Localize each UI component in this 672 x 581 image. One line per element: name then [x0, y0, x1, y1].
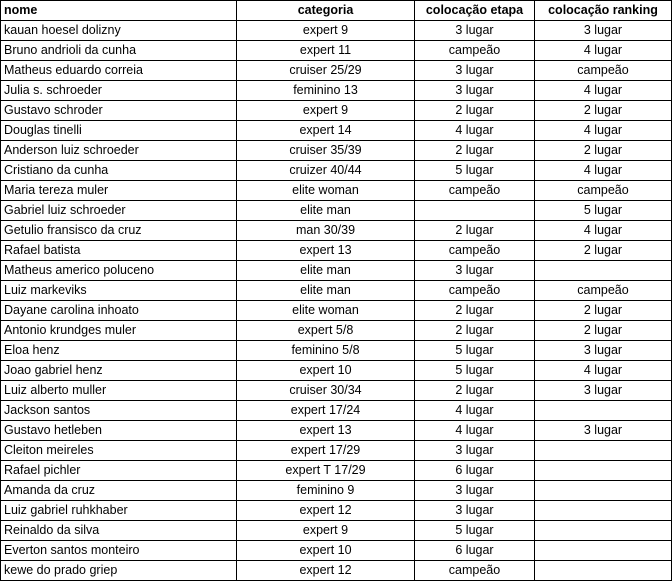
cell-colocacao-etapa[interactable]: 5 lugar: [415, 161, 535, 181]
cell-colocacao-etapa[interactable]: [415, 201, 535, 221]
table-row: [1, 321, 672, 341]
cell-colocacao-ranking[interactable]: 4 lugar: [535, 161, 672, 181]
table-row: [1, 181, 672, 201]
cell-colocacao-ranking[interactable]: [535, 481, 672, 501]
cell-nome[interactable]: Gustavo schroder: [1, 101, 237, 121]
cell-categoria[interactable]: expert 12: [237, 561, 415, 581]
cell-nome[interactable]: Eloa henz: [1, 341, 237, 361]
cell-colocacao-etapa[interactable]: 2 lugar: [415, 321, 535, 341]
cell-nome[interactable]: Julia s. schroeder: [1, 81, 237, 101]
cell-nome[interactable]: Gustavo hetleben: [1, 421, 237, 441]
table-row: [1, 461, 672, 481]
table-row: [1, 561, 672, 581]
cell-colocacao-etapa[interactable]: 2 lugar: [415, 101, 535, 121]
table-row: [1, 441, 672, 461]
cell-nome[interactable]: Reinaldo da silva: [1, 521, 237, 541]
table-row: [1, 241, 672, 261]
cell-nome[interactable]: Gabriel luiz schroeder: [1, 201, 237, 221]
table-row: [1, 21, 672, 41]
table-row: [1, 541, 672, 561]
cell-colocacao-ranking[interactable]: [535, 521, 672, 541]
cell-colocacao-ranking[interactable]: [535, 561, 672, 581]
cell-colocacao-etapa[interactable]: 3 lugar: [415, 261, 535, 281]
cell-colocacao-etapa[interactable]: 3 lugar: [415, 21, 535, 41]
cell-colocacao-ranking[interactable]: campeão: [535, 181, 672, 201]
cell-nome[interactable]: Anderson luiz schroeder: [1, 141, 237, 161]
cell-categoria[interactable]: expert T 17/29: [237, 461, 415, 481]
cell-colocacao-ranking[interactable]: [535, 441, 672, 461]
cell-colocacao-ranking[interactable]: 4 lugar: [535, 81, 672, 101]
cell-nome[interactable]: Cleiton meireles: [1, 441, 237, 461]
cell-colocacao-etapa[interactable]: campeão: [415, 281, 535, 301]
cell-nome[interactable]: Luiz gabriel ruhkhaber: [1, 501, 237, 521]
cell-colocacao-ranking[interactable]: campeão: [535, 61, 672, 81]
cell-nome[interactable]: Antonio krundges muler: [1, 321, 237, 341]
cell-categoria[interactable]: expert 13: [237, 241, 415, 261]
cell-colocacao-ranking[interactable]: 4 lugar: [535, 361, 672, 381]
cell-colocacao-etapa[interactable]: 6 lugar: [415, 541, 535, 561]
table-row: [1, 161, 672, 181]
cell-colocacao-etapa[interactable]: 3 lugar: [415, 61, 535, 81]
cell-colocacao-etapa[interactable]: 3 lugar: [415, 501, 535, 521]
cell-colocacao-etapa[interactable]: campeão: [415, 181, 535, 201]
cell-categoria[interactable]: elite woman: [237, 301, 415, 321]
table-row: [1, 221, 672, 241]
table-row: [1, 421, 672, 441]
table-row: [1, 281, 672, 301]
cell-colocacao-etapa[interactable]: 5 lugar: [415, 341, 535, 361]
cell-categoria[interactable]: expert 5/8: [237, 321, 415, 341]
cell-categoria[interactable]: elite woman: [237, 181, 415, 201]
table-row: [1, 521, 672, 541]
cell-colocacao-ranking[interactable]: [535, 401, 672, 421]
cell-nome[interactable]: Joao gabriel henz: [1, 361, 237, 381]
header-nome[interactable]: nome: [1, 1, 237, 21]
cell-nome[interactable]: Maria tereza muler: [1, 181, 237, 201]
table-row: [1, 81, 672, 101]
table-row: [1, 101, 672, 121]
cell-nome[interactable]: Matheus eduardo correia: [1, 61, 237, 81]
cell-nome[interactable]: Matheus americo poluceno: [1, 261, 237, 281]
cell-categoria[interactable]: expert 12: [237, 501, 415, 521]
cell-colocacao-ranking[interactable]: 4 lugar: [535, 121, 672, 141]
cell-categoria[interactable]: expert 13: [237, 421, 415, 441]
cell-categoria[interactable]: expert 17/24: [237, 401, 415, 421]
cell-colocacao-etapa[interactable]: campeão: [415, 41, 535, 61]
cell-categoria[interactable]: expert 17/29: [237, 441, 415, 461]
table-row: [1, 361, 672, 381]
header-categoria[interactable]: categoria: [237, 1, 415, 21]
header-colocacao-etapa[interactable]: colocação etapa: [415, 1, 535, 21]
cell-nome[interactable]: Rafael batista: [1, 241, 237, 261]
cell-colocacao-etapa[interactable]: 2 lugar: [415, 221, 535, 241]
cell-colocacao-ranking[interactable]: 4 lugar: [535, 221, 672, 241]
cell-colocacao-ranking[interactable]: 3 lugar: [535, 381, 672, 401]
cell-categoria[interactable]: cruizer 40/44: [237, 161, 415, 181]
cell-categoria[interactable]: feminino 13: [237, 81, 415, 101]
cell-nome[interactable]: Luiz alberto muller: [1, 381, 237, 401]
table-row: [1, 401, 672, 421]
table-row: [1, 61, 672, 81]
cell-categoria[interactable]: cruiser 35/39: [237, 141, 415, 161]
cell-colocacao-ranking[interactable]: [535, 501, 672, 521]
cell-nome[interactable]: kewe do prado griep: [1, 561, 237, 581]
cell-colocacao-etapa[interactable]: 2 lugar: [415, 301, 535, 321]
cell-colocacao-ranking[interactable]: [535, 261, 672, 281]
cell-colocacao-etapa[interactable]: 3 lugar: [415, 481, 535, 501]
table-row: [1, 41, 672, 61]
cell-categoria[interactable]: expert 9: [237, 101, 415, 121]
cell-categoria[interactable]: elite man: [237, 281, 415, 301]
cell-nome[interactable]: Douglas tinelli: [1, 121, 237, 141]
cell-nome[interactable]: Getulio fransisco da cruz: [1, 221, 237, 241]
cell-colocacao-etapa[interactable]: 2 lugar: [415, 381, 535, 401]
cell-colocacao-ranking[interactable]: [535, 541, 672, 561]
cell-colocacao-ranking[interactable]: 2 lugar: [535, 101, 672, 121]
cell-nome[interactable]: Jackson santos: [1, 401, 237, 421]
cell-colocacao-etapa[interactable]: 3 lugar: [415, 81, 535, 101]
cell-colocacao-etapa[interactable]: 6 lugar: [415, 461, 535, 481]
header-row: [1, 1, 672, 21]
cell-nome[interactable]: Luiz markeviks: [1, 281, 237, 301]
cell-colocacao-ranking[interactable]: 5 lugar: [535, 201, 672, 221]
cell-categoria[interactable]: man 30/39: [237, 221, 415, 241]
table-row: [1, 201, 672, 221]
cell-nome[interactable]: Bruno andrioli da cunha: [1, 41, 237, 61]
cell-colocacao-ranking[interactable]: [535, 461, 672, 481]
cell-nome[interactable]: Cristiano da cunha: [1, 161, 237, 181]
table-row: [1, 481, 672, 501]
cell-colocacao-ranking[interactable]: 2 lugar: [535, 241, 672, 261]
cell-nome[interactable]: kauan hoesel dolizny: [1, 21, 237, 41]
cell-categoria[interactable]: expert 10: [237, 361, 415, 381]
cell-categoria[interactable]: elite man: [237, 261, 415, 281]
table-row: [1, 261, 672, 281]
cell-nome[interactable]: Dayane carolina inhoato: [1, 301, 237, 321]
cell-categoria[interactable]: expert 9: [237, 521, 415, 541]
table-row: [1, 381, 672, 401]
cell-colocacao-etapa[interactable]: 4 lugar: [415, 401, 535, 421]
cell-colocacao-etapa[interactable]: 3 lugar: [415, 441, 535, 461]
cell-colocacao-ranking[interactable]: campeão: [535, 281, 672, 301]
cell-nome[interactable]: Amanda da cruz: [1, 481, 237, 501]
cell-categoria[interactable]: cruiser 25/29: [237, 61, 415, 81]
cell-colocacao-ranking[interactable]: 3 lugar: [535, 341, 672, 361]
cell-categoria[interactable]: cruiser 30/34: [237, 381, 415, 401]
cell-colocacao-ranking[interactable]: 3 lugar: [535, 21, 672, 41]
cell-colocacao-etapa[interactable]: 5 lugar: [415, 521, 535, 541]
cell-colocacao-etapa[interactable]: 2 lugar: [415, 141, 535, 161]
cell-categoria[interactable]: expert 11: [237, 41, 415, 61]
table-row: [1, 341, 672, 361]
cell-colocacao-etapa[interactable]: 4 lugar: [415, 421, 535, 441]
cell-colocacao-ranking[interactable]: 2 lugar: [535, 321, 672, 341]
table-body: [1, 21, 672, 581]
cell-colocacao-etapa[interactable]: campeão: [415, 241, 535, 261]
table-row: [1, 501, 672, 521]
cell-categoria[interactable]: feminino 5/8: [237, 341, 415, 361]
cell-categoria[interactable]: elite man: [237, 201, 415, 221]
cell-colocacao-ranking[interactable]: 3 lugar: [535, 421, 672, 441]
cell-colocacao-etapa[interactable]: 5 lugar: [415, 361, 535, 381]
table-row: [1, 301, 672, 321]
cell-colocacao-etapa[interactable]: 4 lugar: [415, 121, 535, 141]
cell-colocacao-ranking[interactable]: 2 lugar: [535, 141, 672, 161]
cell-colocacao-ranking[interactable]: 4 lugar: [535, 41, 672, 61]
cell-colocacao-ranking[interactable]: 2 lugar: [535, 301, 672, 321]
cell-colocacao-etapa[interactable]: campeão: [415, 561, 535, 581]
table-row: [1, 141, 672, 161]
cell-categoria[interactable]: expert 9: [237, 21, 415, 41]
header-colocacao-ranking[interactable]: colocação ranking: [535, 1, 672, 21]
cell-categoria[interactable]: feminino 9: [237, 481, 415, 501]
cell-nome[interactable]: Rafael pichler: [1, 461, 237, 481]
cell-nome[interactable]: Everton santos monteiro: [1, 541, 237, 561]
cell-categoria[interactable]: expert 10: [237, 541, 415, 561]
table-row: [1, 121, 672, 141]
cell-categoria[interactable]: expert 14: [237, 121, 415, 141]
